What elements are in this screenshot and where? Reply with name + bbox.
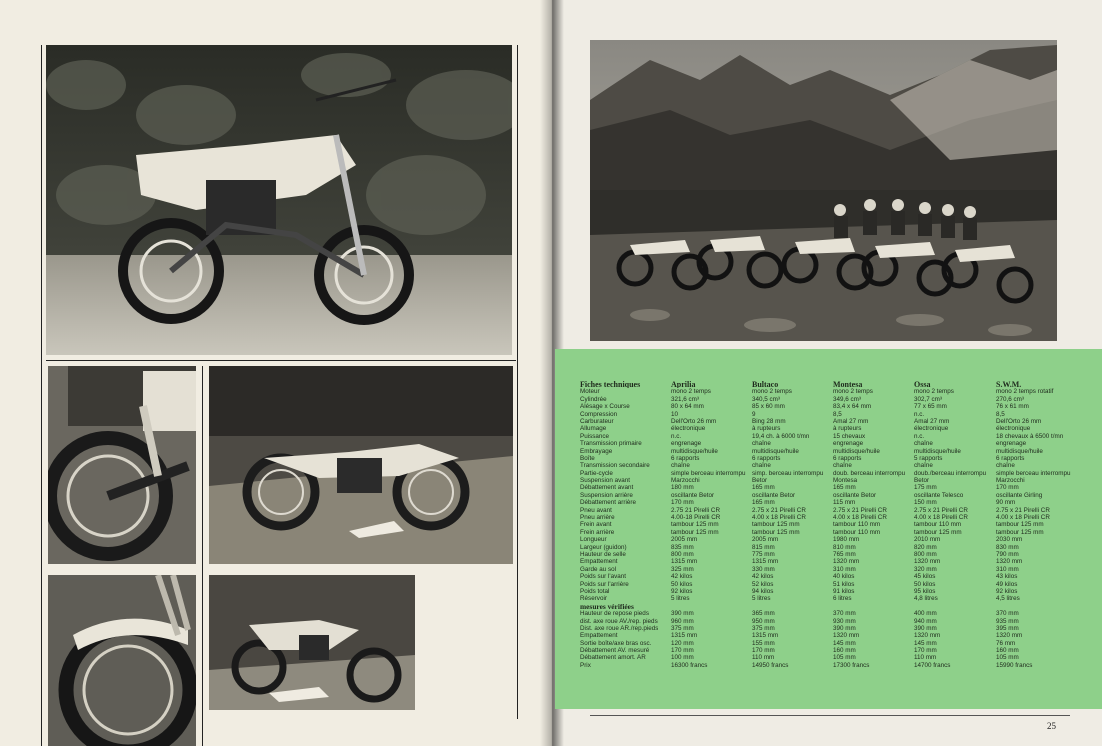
column-rule-right xyxy=(517,45,518,719)
spec-value: 4.00 x 18 Pirelli CR xyxy=(833,514,887,522)
label-row: Cylindrée xyxy=(580,395,607,403)
spec-value: Betor xyxy=(914,477,930,485)
brand-column xyxy=(671,381,746,669)
measure-value: 390 mm xyxy=(914,624,937,632)
spec-value: 325 mm xyxy=(671,565,694,573)
footer-rule xyxy=(590,715,1070,716)
brand-column xyxy=(833,381,905,669)
label-row: Empattement xyxy=(580,558,618,566)
measure-value: 16300 francs xyxy=(671,661,708,669)
spec-value: 835 mm xyxy=(671,543,694,551)
spec-value: 80 x 64 mm xyxy=(671,403,704,411)
spec-value: 83,4 x 64 mm xyxy=(833,403,872,411)
spec-value: 92 kilos xyxy=(996,587,1018,595)
photo-front-wheel-closeup xyxy=(48,575,196,746)
spec-value: Dell'Orto 26 mm xyxy=(996,417,1042,425)
spec-value: 18 chevaux à 6500 t/mn xyxy=(996,432,1064,440)
spec-value: Dell'Orto 26 mm xyxy=(671,417,717,425)
label-row: Moteur xyxy=(580,388,600,396)
label-row: Alésage x Course xyxy=(580,403,630,411)
measure-value: 370 mm xyxy=(833,610,856,618)
spec-value: 51 kilos xyxy=(833,580,855,588)
spec-value: oscillante Betor xyxy=(671,491,715,499)
spec-value: électronique xyxy=(671,425,706,433)
measure-value: 1315 mm xyxy=(752,632,779,640)
spec-value: 815 mm xyxy=(752,543,775,551)
spec-value: 2.75 x 21 Pirelli CR xyxy=(833,506,887,514)
label-row: Débattement arrière xyxy=(580,499,636,507)
label-row: Débattement amort. AR xyxy=(580,654,646,662)
spec-value: 5 litres xyxy=(671,595,690,603)
spec-value: tambour 110 mm xyxy=(833,521,881,529)
label-row: Transmission secondaire xyxy=(580,462,650,470)
spec-value: 775 mm xyxy=(752,550,775,558)
section-spacer xyxy=(914,603,986,610)
spec-value: 94 kilos xyxy=(752,587,774,595)
spec-value: 49 kilos xyxy=(996,580,1018,588)
spec-value: mono 2 temps xyxy=(752,388,792,396)
section-spacer xyxy=(833,603,905,610)
photo-divider-vertical xyxy=(202,366,203,746)
spec-value: mono 2 temps xyxy=(671,388,711,396)
spec-value: 2.75 21 Pirelli CR xyxy=(671,506,720,514)
measure-value: 100 mm xyxy=(671,654,694,662)
label-row: Débattement AV. mesuré xyxy=(580,647,650,655)
spec-value: mono 2 temps rotatif xyxy=(996,388,1054,396)
label-row: Largeur (guidon) xyxy=(580,543,627,551)
spec-value: engrenage xyxy=(833,440,864,448)
measure-value: 390 mm xyxy=(671,610,694,618)
measure-value: 145 mm xyxy=(833,639,856,647)
measure-value: 160 mm xyxy=(996,647,1019,655)
spec-value: à rupteurs xyxy=(752,425,781,433)
spec-value: 91 kilos xyxy=(833,587,855,595)
measure-value: 17300 francs xyxy=(833,661,870,669)
spec-value: 349,6 cm³ xyxy=(833,395,861,403)
spec-value: 1315 mm xyxy=(671,558,698,566)
spec-value: multidisque/huile xyxy=(996,447,1043,455)
spec-value: 321,6 cm³ xyxy=(671,395,699,403)
spec-value: 92 kilos xyxy=(671,587,693,595)
spec-value: multidisque/huile xyxy=(833,447,880,455)
brand-name: Bultaco xyxy=(752,381,779,389)
spec-value: 8,5 xyxy=(833,410,842,418)
measure-value: 170 mm xyxy=(752,647,775,655)
spec-value: 2005 mm xyxy=(752,536,779,544)
spec-value: 9 xyxy=(752,410,756,418)
spec-value: 1980 mm xyxy=(833,536,860,544)
spec-value: 6 rapports xyxy=(833,454,862,462)
spec-value: tambour 125 mm xyxy=(996,528,1044,536)
spec-value: multidisque/huile xyxy=(671,447,718,455)
spec-value: tambour 125 mm xyxy=(752,528,800,536)
spec-value: 765 mm xyxy=(833,550,856,558)
spec-value: Montesa xyxy=(833,477,858,485)
spec-value: Amal 27 mm xyxy=(914,417,950,425)
spec-value: 76 x 61 mm xyxy=(996,403,1029,411)
spec-value: 85 x 60 mm xyxy=(752,403,785,411)
photo-bike-on-hillside xyxy=(209,366,513,564)
measure-value: 105 mm xyxy=(833,654,856,662)
spec-value: tambour 125 mm xyxy=(671,521,719,529)
spec-value: 2010 mm xyxy=(914,536,941,544)
spec-value: tambour 110 mm xyxy=(833,528,881,536)
section-spacer xyxy=(671,603,746,610)
spec-value: 50 kilos xyxy=(671,580,693,588)
spec-value: tambour 125 mm xyxy=(996,521,1044,529)
measure-value: 400 mm xyxy=(914,610,937,618)
brand-column xyxy=(914,381,986,669)
spec-value: chaîne xyxy=(833,462,852,470)
spec-value: 1315 mm xyxy=(752,558,779,566)
photo-bike-parked xyxy=(209,575,415,710)
spec-value: simp. berceau interrompu xyxy=(752,469,824,477)
measure-value: 940 mm xyxy=(914,617,937,625)
spec-value: engrenage xyxy=(671,440,702,448)
spec-value: 1320 mm xyxy=(833,558,860,566)
spec-value: 320 mm xyxy=(914,565,937,573)
spec-value: 52 kilos xyxy=(752,580,774,588)
label-row: Pneu avant xyxy=(580,506,612,514)
spec-value: 800 mm xyxy=(914,550,937,558)
label-row: Pneu arrière xyxy=(580,514,615,522)
brand-name: Montesa xyxy=(833,381,863,389)
label-row: Prix xyxy=(580,661,591,669)
label-row: Poids total xyxy=(580,587,610,595)
spec-value: oscillante Betor xyxy=(752,491,796,499)
spec-value: 270,6 cm³ xyxy=(996,395,1024,403)
spec-value: 150 mm xyxy=(914,499,937,507)
spec-value: 45 kilos xyxy=(914,573,936,581)
measure-value: 14950 francs xyxy=(752,661,789,669)
column-rule-left xyxy=(41,45,42,746)
spec-value: Bing 28 mm xyxy=(752,417,786,425)
label-row: Empattement xyxy=(580,632,618,640)
spec-value: Amal 27 mm xyxy=(833,417,869,425)
label-row: Poids sur l'arrière xyxy=(580,580,629,588)
spec-value: doub./berceau interrompu xyxy=(914,469,987,477)
spec-value: 4,8 litres xyxy=(914,595,938,603)
spec-value: 6 litres xyxy=(833,595,852,603)
spec-value: 2.75 x 21 Pirelli CR xyxy=(752,506,806,514)
spec-value: oscillante Telesco xyxy=(914,491,964,499)
spec-value: 42 kilos xyxy=(752,573,774,581)
spec-value: Betor xyxy=(752,477,768,485)
spec-value: 4,5 litres xyxy=(996,595,1020,603)
label-row: Carburateur xyxy=(580,417,614,425)
measure-value: 170 mm xyxy=(914,647,937,655)
spec-value: Marzocchi xyxy=(671,477,700,485)
label-row: dist. axe roue AV./rep. pieds xyxy=(580,617,658,625)
measure-value: 375 mm xyxy=(671,624,694,632)
spec-value: oscillante Girling xyxy=(996,491,1043,499)
label-row: Puissance xyxy=(580,432,610,440)
spec-value: 5 rapports xyxy=(914,454,943,462)
spec-labels-column xyxy=(580,381,658,669)
spec-value: 175 mm xyxy=(914,484,937,492)
spec-value: chaîne xyxy=(996,462,1015,470)
brand-name: Aprilia xyxy=(671,381,696,389)
spec-value: doub. berceau interrompu xyxy=(833,469,906,477)
measure-value: 76 mm xyxy=(996,639,1016,647)
spec-value: 4.00-18 Pirelli CR xyxy=(671,514,721,522)
brand-name: S.W.M. xyxy=(996,381,1022,389)
measure-value: 15990 francs xyxy=(996,661,1033,669)
label-row: Frein avant xyxy=(580,521,612,529)
spec-value: chaîne xyxy=(752,440,771,448)
measure-value: 120 mm xyxy=(671,639,694,647)
spec-value: multidisque/huile xyxy=(752,447,799,455)
spec-value: 310 mm xyxy=(996,565,1019,573)
spec-value: électronique xyxy=(996,425,1031,433)
measure-value: 170 mm xyxy=(671,647,694,655)
spec-value: 4.00 x 18 Pirelli CR xyxy=(914,514,968,522)
spec-value: engrenage xyxy=(996,440,1027,448)
spec-value: 90 mm xyxy=(996,499,1016,507)
label-row: Hauteur de selle xyxy=(580,550,626,558)
spec-value: mono 2 temps xyxy=(833,388,873,396)
spec-value: 6 rapports xyxy=(752,454,781,462)
label-row: Compression xyxy=(580,410,618,418)
spec-value: 310 mm xyxy=(833,565,856,573)
spec-value: chaîne xyxy=(752,462,771,470)
label-row: Sortie boîte/axe bras osc. xyxy=(580,639,652,647)
label-row: Suspension arrière xyxy=(580,491,633,499)
spec-value: simple berceau interrompu xyxy=(996,469,1071,477)
label-row: Garde au sol xyxy=(580,565,617,573)
spec-value: 4.00 x 18 Pirelli CR xyxy=(752,514,806,522)
spec-value: 4.00 x 18 Pirelli CR xyxy=(996,514,1050,522)
spec-value: simple berceau interrompu xyxy=(671,469,746,477)
spec-value: 5 litres xyxy=(752,595,771,603)
label-row: Embrayage xyxy=(580,447,613,455)
spec-value: 43 kilos xyxy=(996,573,1018,581)
photo-rear-suspension-closeup xyxy=(48,366,196,564)
spec-value: tambour 125 mm xyxy=(752,521,800,529)
spec-value: 165 mm xyxy=(833,484,856,492)
measure-value: 1320 mm xyxy=(996,632,1023,640)
page-number: 25 xyxy=(1047,721,1056,731)
measure-value: 935 mm xyxy=(996,617,1019,625)
spec-value: tambour 110 mm xyxy=(914,521,962,529)
spec-value: 95 kilos xyxy=(914,587,936,595)
spec-value: 115 mm xyxy=(833,499,856,507)
section-title-measures: mesures vérifiées xyxy=(580,602,634,611)
spec-value: tambour 125 mm xyxy=(671,528,719,536)
measure-value: 14700 francs xyxy=(914,661,951,669)
spec-value: 8,5 xyxy=(996,410,1005,418)
spec-value: 1320 mm xyxy=(996,558,1023,566)
spec-value: 2030 mm xyxy=(996,536,1023,544)
label-row: Frein arrière xyxy=(580,528,615,536)
measure-value: 960 mm xyxy=(671,617,694,625)
spec-value: oscillante Betor xyxy=(833,491,877,499)
measure-value: 365 mm xyxy=(752,610,775,618)
label-row: Allumage xyxy=(580,425,607,433)
section-spacer xyxy=(752,603,823,610)
label-row: Débattement avant xyxy=(580,484,634,492)
table-title: Fiches techniques xyxy=(580,381,641,389)
spec-value: 170 mm xyxy=(996,484,1019,492)
spec-value: 15 chevaux xyxy=(833,432,866,440)
spec-value: multidisque/huile xyxy=(914,447,961,455)
spec-value: n.c. xyxy=(914,432,925,440)
photo-divider-horizontal xyxy=(46,360,516,361)
spec-value: 6 rapports xyxy=(671,454,700,462)
label-row: Poids sur l'avant xyxy=(580,573,627,581)
spec-value: 180 mm xyxy=(671,484,694,492)
measure-value: 145 mm xyxy=(914,639,937,647)
measure-value: 110 mm xyxy=(752,654,775,662)
brand-name: Ossa xyxy=(914,381,931,389)
spec-value: 1320 mm xyxy=(914,558,941,566)
spec-value: 42 kilos xyxy=(671,573,693,581)
spec-value: 40 kilos xyxy=(833,573,855,581)
spec-value: chaîne xyxy=(671,462,690,470)
spec-value: 50 kilos xyxy=(914,580,936,588)
measure-value: 375 mm xyxy=(752,624,775,632)
spec-value: électronique xyxy=(914,425,949,433)
spec-value: 170 mm xyxy=(671,499,694,507)
spec-value: à rupteurs xyxy=(833,425,862,433)
spec-value: n.c. xyxy=(671,432,682,440)
measure-value: 370 mm xyxy=(996,610,1019,618)
spec-value: chaîne xyxy=(914,440,933,448)
label-row: Réservoir xyxy=(580,595,607,603)
brand-column xyxy=(996,381,1071,669)
measure-value: 1320 mm xyxy=(833,632,860,640)
measure-value: 105 mm xyxy=(996,654,1019,662)
spec-value: 2.75 x 21 Pirelli CR xyxy=(996,506,1050,514)
spec-value: 800 mm xyxy=(671,550,694,558)
measure-value: 395 mm xyxy=(996,624,1019,632)
spec-value: Marzocchi xyxy=(996,477,1025,485)
photo-group-mountains xyxy=(590,40,1057,341)
photo-trial-bike-bushes xyxy=(46,45,512,355)
measure-value: 160 mm xyxy=(833,647,856,655)
spec-value: tambour 125 mm xyxy=(914,528,962,536)
section-spacer xyxy=(996,603,1071,610)
spec-value: 810 mm xyxy=(833,543,856,551)
spec-value: 165 mm xyxy=(752,499,775,507)
spec-value: 302,7 cm³ xyxy=(914,395,942,403)
label-row: Boîte xyxy=(580,454,595,462)
spec-value: 165 mm xyxy=(752,484,775,492)
measure-value: 1315 mm xyxy=(671,632,698,640)
spec-value: n.c. xyxy=(914,410,925,418)
spec-value: 10 xyxy=(671,410,679,418)
measure-value: 110 mm xyxy=(914,654,937,662)
spec-value: 790 mm xyxy=(996,550,1019,558)
spec-value: 340,5 cm³ xyxy=(752,395,780,403)
spec-value: mono 2 temps xyxy=(914,388,954,396)
spec-value: 2.75 x 21 Pirelli CR xyxy=(914,506,968,514)
label-row: Suspension avant xyxy=(580,477,631,485)
spec-value: 19,4 ch. à 6000 t/mn xyxy=(752,432,810,440)
label-row: Dist. axe roue AR./rep.pieds xyxy=(580,624,659,632)
measure-value: 1320 mm xyxy=(914,632,941,640)
measure-value: 930 mm xyxy=(833,617,856,625)
label-row: Transmission primaire xyxy=(580,440,642,448)
measure-value: 390 mm xyxy=(833,624,856,632)
label-row: Longueur xyxy=(580,536,607,544)
spec-value: 330 mm xyxy=(752,565,775,573)
label-row: Partie-cycle xyxy=(580,469,613,477)
spec-value: 6 rapports xyxy=(996,454,1025,462)
measure-value: 950 mm xyxy=(752,617,775,625)
measure-value: 155 mm xyxy=(752,639,775,647)
spec-value: 77 x 65 mm xyxy=(914,403,947,411)
spec-value: chaîne xyxy=(914,462,933,470)
brand-column xyxy=(752,381,823,669)
spec-value: 830 mm xyxy=(996,543,1019,551)
label-row: Hauteur de repose pieds xyxy=(580,610,649,618)
spec-value: 2005 mm xyxy=(671,536,698,544)
spec-value: 820 mm xyxy=(914,543,937,551)
